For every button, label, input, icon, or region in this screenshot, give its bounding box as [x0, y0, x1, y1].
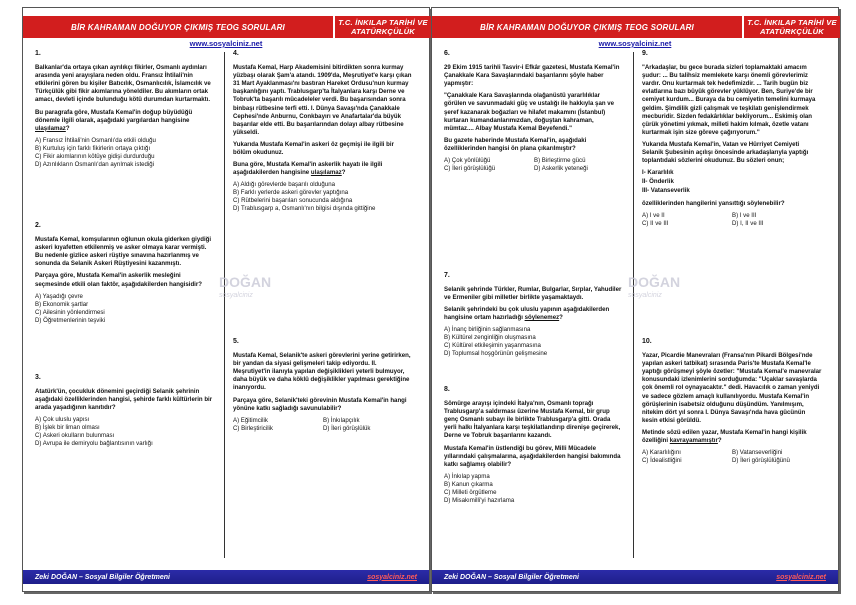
page-1	[22, 7, 430, 592]
left-column	[444, 50, 624, 505]
option-c[interactable]: C) İleri görüşlülüğü	[444, 165, 496, 173]
question-stem: Bu gazete haberinde Mustafa Kemal'in, aşağıdaki özelliklerinden hangisi ön plana çıkarılmıştır?	[444, 136, 587, 152]
header-title: BİR KAHRAMAN DOĞUYOR ÇIKMIŞ TEOG SORULARI	[432, 16, 742, 38]
question-text: Atatürk'ün, çocukluk dönemini geçirdiği Selanik şehrinin aşağıdaki özelliklerinden hangisi, şehirde farklı kültürlerin bir arada yaşadığının kanıtıdır?	[35, 388, 213, 412]
option-d[interactable]: D) İleri görüşlülük	[323, 424, 371, 432]
question-number: 10.	[642, 338, 652, 345]
option-a[interactable]: A) İnanç birliğinin sağlanmasına	[444, 326, 531, 334]
question-number: 7.	[444, 272, 450, 279]
question-number: 8.	[444, 386, 450, 393]
header-subject: T.C. İNKILAP TARİHİ VE ATATÜRKÇÜLÜK	[744, 16, 840, 38]
watermark: DOĞAN sosyalciniz	[219, 274, 272, 299]
question-number: 9.	[642, 50, 648, 57]
option-b[interactable]: B) İşlek bir liman olması	[35, 424, 100, 432]
question-10	[642, 338, 822, 465]
question-text: Mustafa Kemal, Harp Akademisini bitirdikten sonra kurmay yüzbaşı olarak Şam'a atandı. 1909'da, Meşrutiyet'e karşı çıkan 31 Mart Ayaklanması'nı bastıran Hareket Ordusu'nun kurmay başkanlığını yaptı. Trablusgarp'ta İtalyanlara karşı Derne ve Tobruk'ta başarılı mücadeleler verdi. Bu başarısından sonra binbaşı rütbesine terfi etti. I. Dünya Savaşı'nda Çanakkale Cephesi'nde Anburnu, Conkbayırı ve Anafartalar'da büyük başarılar elde etti. Bu başarılarından dolayı albay rütbesine yükseldi.	[233, 64, 412, 136]
footer-bar	[432, 570, 838, 584]
option-d[interactable]: D) Misakımilli'yi hazırlama	[444, 496, 515, 504]
option-b[interactable]: B) Birleştirme gücü	[534, 157, 586, 165]
option-a[interactable]: A) Fransız İhtilali'nin Osmanlı'da etkili olduğu	[35, 136, 156, 144]
question-number: 5.	[233, 338, 239, 345]
header-title: BİR KAHRAMAN DOĞUYOR ÇIKMIŞ TEOG SORULARI	[23, 16, 333, 38]
right-column	[642, 50, 822, 465]
option-b[interactable]: B) Farklı yerlerde askeri görevler yaptığına	[233, 189, 349, 197]
option-b[interactable]: B) Vatanseverliğini	[732, 449, 783, 457]
footer-site-link[interactable]: sosyalciniz.net	[367, 573, 417, 581]
option-d[interactable]: D) I, II ve III	[732, 219, 764, 227]
footer-author: Zeki DOĞAN – Sosyal Bilgiler Öğretmeni	[35, 573, 170, 581]
question-text: Selanik şehrinde Türkler, Rumlar, Bulgarlar, Sırplar, Yahudiler ve Ermeniler gibi milletler birlikte yaşamaktaydı.	[444, 286, 622, 302]
option-c[interactable]: C) Kültürel etkileşimin yaşanmasına	[444, 342, 541, 350]
option-c[interactable]: C) Milleti örgütleme	[444, 488, 497, 496]
question-text: Yukarıda Mustafa Kemal'in, Vatan ve Hürriyet Cemiyeti Selanik Şubesinin açılışı öncesinde arkadaşlarıyla yaptığı toplantıdaki sözlerini okudunuz. Bu sözleri onun;	[642, 140, 809, 165]
option-c[interactable]: C) Birleştiricilik	[233, 424, 273, 432]
question-4	[233, 50, 413, 338]
option-c[interactable]: C) II ve III	[642, 219, 669, 227]
option-d[interactable]: D) Trablusgarp a, Osmanlı'nın bilgisi dışında gittiğine	[233, 205, 376, 213]
footer-author: Zeki DOĞAN – Sosyal Bilgiler Öğretmeni	[444, 573, 579, 581]
option-c[interactable]: C) Askeri okulların bulunması	[35, 432, 115, 440]
question-quote: "Çanakkale Kara Savaşlarında olağanüstü yararlılıklar görülen ve savunmadaki güç ve ustalığı ile hakkıyla şan ve şeref kazanarak boğazları ve hilafet makamını (İstanbul) kurtaran kumandanlarımızdan, doğuştan kahraman, mümtaz.... Albay Mustafa Kemal Beyefendi."	[444, 92, 615, 132]
page-2	[431, 7, 839, 592]
question-6	[444, 50, 624, 272]
option-a[interactable]: A) Eğitimcilik	[233, 416, 268, 424]
question-number: 3.	[35, 374, 41, 381]
option-b[interactable]: B) İnkılapçılık	[323, 416, 360, 424]
question-stem: Parçaya göre, Selanik'teki görevinin Mustafa Kemal'in hangi yönüne katkı sağladığı savunulabilir?	[233, 396, 407, 412]
question-text: Mustafa Kemal, Selanik'te askeri görevlerini yerine getirirken, bir yandan da siyasi gelişmeleri takip ediyordu. II. Meşrutiyet'in ilanıyla yapılan değişiklikleri yeterli bulmuyor, daha büyük ve daha köklü değişiklikler yapılması gerektiğine inanıyordu.	[233, 352, 411, 392]
question-8	[444, 386, 624, 505]
header-banner	[23, 16, 429, 38]
item-3: III- Vatanseverlik	[642, 187, 690, 195]
footer-site-link[interactable]: sosyalciniz.net	[776, 573, 826, 581]
option-b[interactable]: B) Kanun çıkarma	[444, 480, 493, 488]
option-d[interactable]: D) İleri görüşlülüğünü	[732, 457, 790, 465]
item-1: I- Kararlılık	[642, 169, 674, 177]
question-quote: "Arkadaşlar, bu gece burada sizleri toplamaktaki amacım şudur: ... Bu talihsiz memlekete karşı önemli görevlerimiz vardır. Onu kurtarmak tek hedefimizdir. ... Tarih bugün biz evlatlarına bazı büyük görevler yüklüyor. Ben, Suriye'de bir cemiyet kurdum... Buraya da bu cemiyetin temelini kurmaya geldim. Şimdilik gizli çalışmak ve teşkilatı genişlendirmek mecburidir. Sizden fedakârlıklar bekliyorum... Eskimiş olan çürük yönetimi yıkmak, milleti hakim kılmak, özetle vatanı kurtarmak işin size göreve çağırıyorum."	[642, 64, 816, 136]
option-d[interactable]: D) Öğretmenlerinin teşviki	[35, 316, 106, 324]
question-note: Yukarıda Mustafa Kemal'in askeri öz geçmişi ile ilgili bir bölüm okudunuz.	[233, 140, 394, 157]
option-a[interactable]: A) Aldığı görevlerde başarılı olduğuna	[233, 181, 335, 189]
question-9	[642, 50, 822, 338]
left-column	[35, 50, 215, 448]
option-d[interactable]: D) Toplumsal hoşgörünün gelişmesine	[444, 350, 548, 358]
option-a[interactable]: A) Kararlılığını	[642, 449, 681, 457]
question-5	[233, 338, 413, 433]
option-b[interactable]: B) Kurtuluş için farklı fikirlerin ortaya çıktığı	[35, 144, 151, 152]
option-a[interactable]: A) Çok uluslu yapısı	[35, 416, 90, 424]
question-stem: Selanik şehrindeki bu çok uluslu yapının aşağıdakilerden hangisine ortam hazırladığı söylenemez?	[444, 306, 610, 322]
question-2	[35, 222, 215, 360]
question-number: 2.	[35, 222, 41, 229]
option-a[interactable]: A) I ve II	[642, 211, 665, 219]
question-number: 4.	[233, 50, 239, 57]
option-a[interactable]: A) İnkılap yapma	[444, 472, 490, 480]
question-1	[35, 50, 215, 204]
item-2: II- Önderlik	[642, 178, 674, 186]
header-subject: T.C. İNKILAP TARİHİ VE ATATÜRKÇÜLÜK	[335, 16, 431, 38]
question-number: 1.	[35, 50, 41, 57]
option-c[interactable]: C) Rütbelerini başarıları sonucunda aldığına	[233, 197, 353, 205]
footer-bar	[23, 570, 429, 584]
option-b[interactable]: B) Kültürel zenginliğin oluşmasına	[444, 334, 536, 342]
question-7	[444, 272, 624, 380]
question-stem: özelliklerinden hangilerini yansıttığı söylenebilir?	[642, 199, 785, 207]
option-d[interactable]: D) Azınlıkların Osmanlı'dan ayrılmak istediği	[35, 160, 155, 168]
question-3	[35, 374, 215, 448]
option-d[interactable]: D) Avrupa ile demiryolu bağlantısının varlığı	[35, 440, 153, 448]
question-stem: Bu paragrafa göre, Mustafa Kemal'in doğup büyüdüğü dönemle ilgili olarak, aşağıdaki yargılardan hangisine ulaşılamaz?	[35, 108, 193, 132]
question-number: 6.	[444, 50, 450, 57]
header-banner	[432, 16, 838, 38]
header-site-link[interactable]: www.sosyalciniz.net	[189, 39, 263, 48]
right-column	[233, 50, 413, 433]
question-text: Balkanlar'da ortaya çıkan ayrılıkçı fikirler, Osmanlı aydınları arasında yeni arayışlara neden oldu. Fransız İhtilali'nin etkilerini gören bu kişiler Batıcılık, Osmanlıcılık, İslamcılık ve Türkçülük gibi fikir akımlarına yöneldiler. Bu akımların ortak amacı, devleti içinde bulunduğu kötü durumdan kurtarmaktı.	[35, 64, 211, 104]
header-site-link[interactable]: www.sosyalciniz.net	[598, 39, 672, 48]
question-stem: Buna göre, Mustafa Kemal'in askerlik hayatı ile ilgili aşağıdakilerden hangisine ulaşılamaz?	[233, 161, 383, 177]
question-text: 29 Ekim 1915 tarihli Tasvir-i Efkâr gazetesi, Mustafa Kemal'in Çanakkale Kara Savaşlarındaki başarılarını şöyle haber yapmıştır:	[444, 64, 620, 88]
option-b[interactable]: B) Ekonomik şartlar	[35, 300, 89, 308]
question-text: Sömürge arayışı içindeki İtalya'nın, Osmanlı toprağı Trablusgarp'a saldırması üzerine Mustafa Kemal, bir grup genç Osmanlı subayı ile birlikte Trablusgarp'a gitti. Orada yerli halkı İtalyanlara karşı teşkilatlandırıp direnişe geçirerek, Derne ve Tobruk başarılarını kazandı.	[444, 400, 621, 440]
question-text: Yazar, Picardie Manevraları (Fransa'nın Pikardi Bölgesi'nde yapılan askeri tatbikat) sırasında Paris'te Mustafa Kemal'le yaptığı görüşmeyi şöyle özetler: "Mustafa Kemal'e manevralar konusundaki izlenimlerini sorduğumda: "Uçaklar savaşlarda çok önemli rol oynayacaktır." dedi. Havacılık o zaman yeniydi ve sadece gözlem amaçlı kullanılıyordu. Mustafa Kemal'in görüşlerinin isabetsiz olduğunu düşündüm. Yanılmışım, nitekim dört yıl sonra I. Dünya Savaşı'nda hava gücünün kesin etkisi görüldü.	[642, 352, 822, 424]
question-text: Mustafa Kemal, komşularının oğlunun okula giderken giydiği askeri kıyafetten etkilenmiş ve asker olmaya karar vermişti. Bu nedenle gizlice askeri rüştiye sınavına hazırlanmış ve sonunda da Selanik Askeri Rüştiyesini kazanmıştı.	[35, 236, 212, 268]
question-stem: Parçaya göre, Mustafa Kemal'in askerlik mesleğini seçmesinde etkili olan faktör, aşağıdakilerden hangisidir?	[35, 272, 202, 288]
option-d[interactable]: D) Askerlik yeteneği	[534, 165, 588, 173]
option-a[interactable]: A) Yaşadığı çevre	[35, 292, 83, 300]
option-c[interactable]: C) Fikir akımlarının kötüye gidişi durdurduğu	[35, 152, 155, 160]
option-b[interactable]: B) I ve III	[732, 211, 757, 219]
question-stem: Mustafa Kemal'in üstlendiği bu görev, Milli Mücadele yıllarındaki çalışmalarına, aşağıdakilerden hangisi bakımında katkı sağlamış olabilir?	[444, 444, 621, 468]
question-stem: Metinde sözü edilen yazar, Mustafa Kemal'in hangi kişilik özelliğini kavrayamamıştır?	[642, 428, 807, 445]
column-divider	[633, 52, 634, 558]
option-a[interactable]: A) Çok yönlülüğü	[444, 157, 491, 165]
option-c[interactable]: C) Ailesinin yönlendirmesi	[35, 308, 105, 316]
column-divider	[224, 52, 225, 558]
option-c[interactable]: C) İdealistliğini	[642, 457, 682, 465]
watermark: DOĞAN sosyalciniz	[628, 274, 681, 299]
